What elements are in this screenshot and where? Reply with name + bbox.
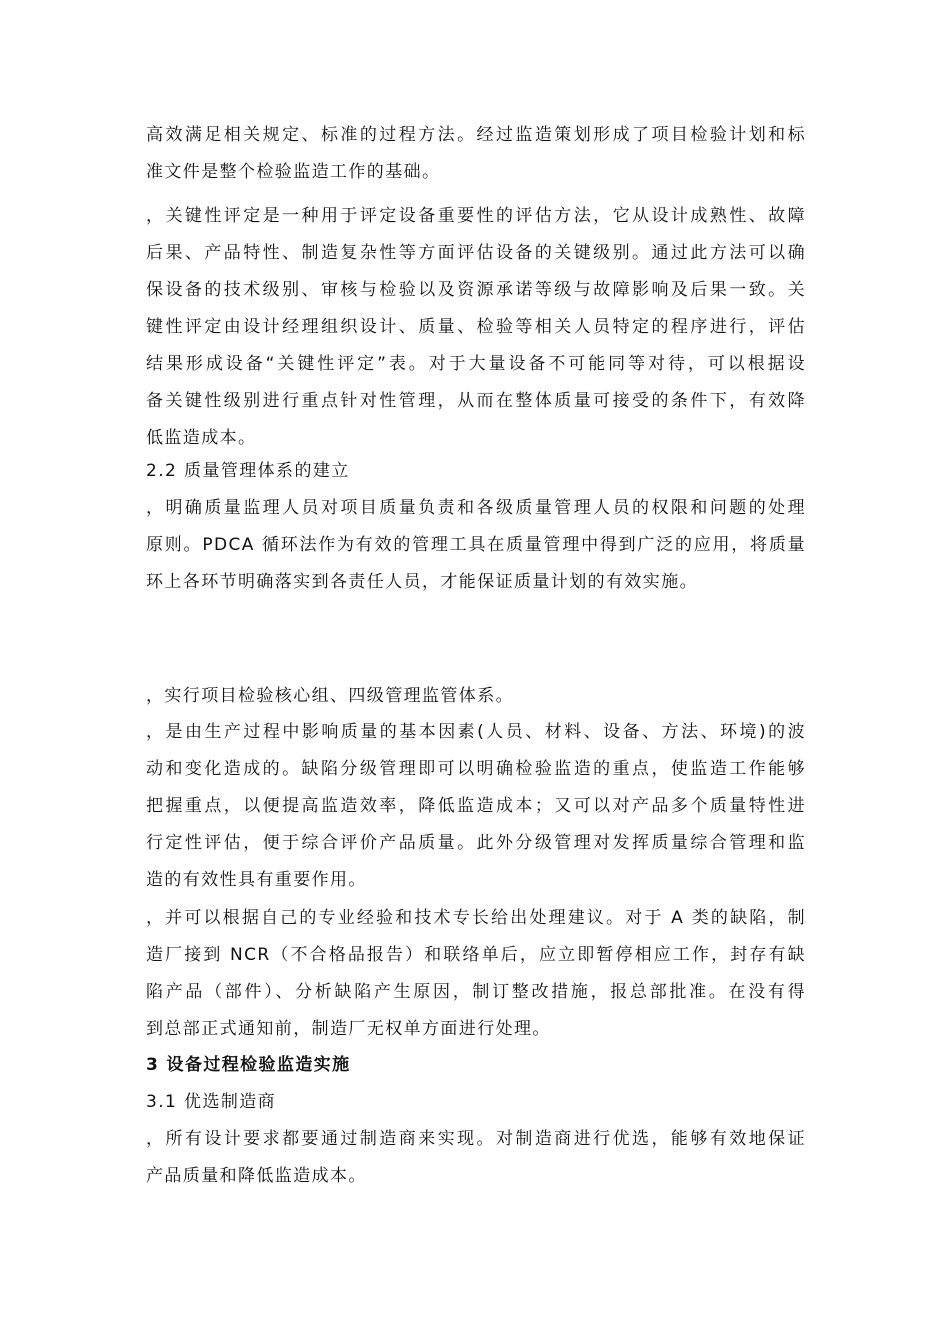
section-heading-3-1: 3.1 优选制造商 xyxy=(146,1092,277,1112)
paragraph-line: ，并可以根据自己的专业经验和技术专长给出处理建议。对于 A 类的缺陷，制 xyxy=(146,908,806,928)
paragraph-line: 产品质量和降低监造成本。 xyxy=(146,1166,367,1186)
paragraph-line: 动和变化造成的。缺陷分级管理即可以明确检验监造的重点，使监造工作能够 xyxy=(146,759,806,779)
paragraph-line: 高效满足相关规定、标准的过程方法。经过监造策划形成了项目检验计划和标 xyxy=(146,125,806,145)
paragraph-line: ，是由生产过程中影响质量的基本因素(人员、材料、设备、方法、环境)的波 xyxy=(146,722,806,742)
paragraph-line: 结果形成设备“关键性评定”表。对于大量设备不可能同等对待，可以根据设 xyxy=(146,354,806,374)
paragraph-line: 低监造成本。 xyxy=(146,428,257,448)
paragraph-line: 造的有效性具有重要作用。 xyxy=(146,870,367,890)
paragraph-line: 造厂接到 NCR（不合格品报告）和联络单后，应立即暂停相应工作，封存有缺 xyxy=(146,945,806,965)
paragraph-line: 原则。PDCA 循环法作为有效的管理工具在质量管理中得到广泛的应用，将质量 xyxy=(146,535,806,555)
paragraph-line: 把握重点，以便提高监造效率，降低监造成本；又可以对产品多个质量特性进 xyxy=(146,796,806,816)
paragraph-line: 保设备的技术级别、审核与检验以及资源承诺等级与故障影响及后果一致。关 xyxy=(146,280,806,300)
paragraph-line: ，实行项目检验核心组、四级管理监管体系。 xyxy=(146,686,514,706)
paragraph-line: 备关键性级别进行重点针对性管理，从而在整体质量可接受的条件下，有效降 xyxy=(146,391,806,411)
section-heading-2-2: 2.2 质量管理体系的建立 xyxy=(146,461,350,481)
paragraph-line: 准文件是整个检验监造工作的基础。 xyxy=(146,162,441,182)
paragraph-line: ，所有设计要求都要通过制造商来实现。对制造商进行优选，能够有效地保证 xyxy=(146,1129,806,1149)
paragraph-line: 环上各环节明确落实到各责任人员，才能保证质量计划的有效实施。 xyxy=(146,572,698,592)
paragraph-line: 行定性评估，便于综合评价产品质量。此外分级管理对发挥质量综合管理和监 xyxy=(146,833,806,853)
paragraph-line: 到总部正式通知前，制造厂无权单方面进行处理。 xyxy=(146,1019,551,1039)
paragraph-line: ，关键性评定是一种用于评定设备重要性的评估方法，它从设计成熟性、故障 xyxy=(146,206,806,226)
paragraph-line: 陷产品（部件）、分析缺陷产生原因，制订整改措施，报总部批准。在没有得 xyxy=(146,982,806,1002)
section-heading-3: 3 设备过程检验监造实施 xyxy=(146,1055,351,1075)
paragraph-line: ，明确质量监理人员对项目质量负责和各级质量管理人员的权限和问题的处理 xyxy=(146,498,806,518)
paragraph-line: 后果、产品特性、制造复杂性等方面评估设备的关键级别。通过此方法可以确 xyxy=(146,243,806,263)
paragraph-line: 键性评定由设计经理组织设计、质量、检验等相关人员特定的程序进行，评估 xyxy=(146,317,806,337)
